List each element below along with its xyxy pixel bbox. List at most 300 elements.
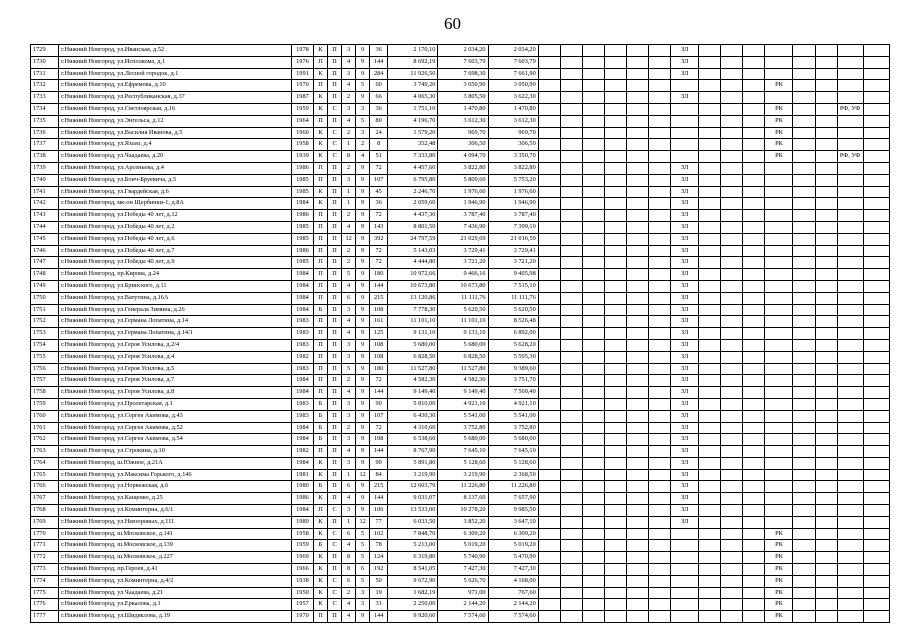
empty-cell — [815, 446, 837, 458]
empty-cell — [649, 540, 671, 552]
wall-material-cell: Б — [313, 410, 327, 422]
empty-cell — [582, 56, 604, 68]
apartments-cell: 215 — [370, 481, 388, 493]
row-number: 1775 — [31, 587, 59, 599]
org-cell: ЗЛ — [671, 92, 699, 104]
repair-code-cell — [765, 493, 793, 505]
empty-cell — [699, 139, 721, 151]
living-area-cell: 1 946,90 — [438, 198, 488, 210]
table-row — [31, 552, 890, 564]
empty-cell — [699, 446, 721, 458]
org-cell: ЗЛ — [671, 469, 699, 481]
residential-area-cell: 2 034,20 — [488, 45, 538, 57]
year-cell: 1985 — [291, 174, 313, 186]
address-cell: г.Нижний Новгород, ш.Московское, д.141 — [59, 528, 292, 540]
page-number: 60 — [444, 14, 461, 33]
empty-cell — [793, 575, 815, 587]
residential-area-cell: 5 680,00 — [488, 434, 538, 446]
empty-cell — [626, 599, 648, 611]
empty-cell — [604, 56, 626, 68]
empty-cell — [626, 575, 648, 587]
empty-cell — [538, 481, 560, 493]
fund-code-cell — [837, 375, 863, 387]
org-cell — [671, 139, 699, 151]
empty-cell — [582, 457, 604, 469]
table-row — [31, 45, 890, 57]
year-cell: 1984 — [291, 304, 313, 316]
empty-cell — [793, 587, 815, 599]
empty-cell — [582, 387, 604, 399]
address-cell: г.Нижний Новгород, ул.Невзоровых, д.111 — [59, 516, 292, 528]
empty-cell — [815, 575, 837, 587]
address-cell: г.Нижний Новгород, пр.Героев, д.41 — [59, 564, 292, 576]
empty-cell — [582, 304, 604, 316]
empty-cell — [721, 68, 743, 80]
floors-cell: 9 — [356, 221, 370, 233]
empty-cell — [699, 552, 721, 564]
empty-cell — [538, 587, 560, 599]
address-cell: г.Нижний Новгород, ул.Коминтерна, д.4/2 — [59, 575, 292, 587]
empty-cell — [560, 469, 582, 481]
roof-type-cell: П — [328, 457, 342, 469]
wall-material-cell: П — [313, 115, 327, 127]
floors-cell: 9 — [356, 257, 370, 269]
empty-cell — [721, 45, 743, 57]
table-row — [31, 162, 890, 174]
empty-cell — [793, 457, 815, 469]
fund-code-cell — [837, 505, 863, 517]
empty-cell — [793, 446, 815, 458]
org-cell: ЗЛ — [671, 398, 699, 410]
apartments-cell: 125 — [370, 328, 388, 340]
roof-type-cell: С — [328, 575, 342, 587]
row-number: 1755 — [31, 351, 59, 363]
entrances-cell: 4 — [342, 56, 356, 68]
wall-material-cell: П — [313, 210, 327, 222]
apartments-cell: 161 — [370, 316, 388, 328]
residential-area-cell: 5 595,30 — [488, 351, 538, 363]
empty-cell — [699, 56, 721, 68]
empty-cell — [649, 80, 671, 92]
table-row — [31, 280, 890, 292]
year-cell: 1985 — [291, 257, 313, 269]
fund-code-cell: РФ, УФ — [837, 103, 863, 115]
address-cell: г.Нижний Новгород, ул.Победы 40 лет, д.6 — [59, 233, 292, 245]
wall-material-cell: К — [313, 127, 327, 139]
empty-cell — [626, 127, 648, 139]
residential-area-cell: 5 628,20 — [488, 339, 538, 351]
empty-cell — [699, 162, 721, 174]
empty-cell — [649, 599, 671, 611]
empty-cell — [699, 363, 721, 375]
living-area-cell: 5 620,50 — [438, 304, 488, 316]
empty-cell — [538, 280, 560, 292]
empty-cell — [626, 398, 648, 410]
year-cell: 1939 — [291, 151, 313, 163]
empty-cell — [863, 80, 889, 92]
row-number: 1736 — [31, 127, 59, 139]
empty-cell — [721, 127, 743, 139]
apartments-cell: 36 — [370, 45, 388, 57]
empty-cell — [560, 422, 582, 434]
residential-area-cell: 3 622,30 — [488, 92, 538, 104]
total-area-cell: 1 579,20 — [388, 127, 438, 139]
empty-cell — [649, 174, 671, 186]
address-cell: г.Нижний Новгород, ул.Исполкома, д.1 — [59, 56, 292, 68]
floors-cell: 4 — [356, 151, 370, 163]
empty-cell — [604, 398, 626, 410]
total-area-cell: 5 891,80 — [388, 457, 438, 469]
apartments-cell: 72 — [370, 422, 388, 434]
apartments-cell: 107 — [370, 410, 388, 422]
table-row — [31, 457, 890, 469]
empty-cell — [560, 481, 582, 493]
apartments-cell: 124 — [370, 552, 388, 564]
housing-register-table — [30, 44, 890, 623]
empty-cell — [793, 493, 815, 505]
residential-area-cell: 7 399,10 — [488, 221, 538, 233]
empty-cell — [743, 611, 765, 623]
empty-cell — [649, 316, 671, 328]
year-cell: 1985 — [291, 186, 313, 198]
empty-cell — [815, 292, 837, 304]
empty-cell — [699, 564, 721, 576]
repair-code-cell — [765, 68, 793, 80]
empty-cell — [560, 292, 582, 304]
empty-cell — [626, 446, 648, 458]
repair-code-cell — [765, 481, 793, 493]
empty-cell — [626, 280, 648, 292]
address-cell: г.Нижний Новгород, ул.Героя Усилова, д.7 — [59, 375, 292, 387]
empty-cell — [793, 174, 815, 186]
repair-code-cell — [765, 221, 793, 233]
floors-cell: 9 — [356, 493, 370, 505]
empty-cell — [793, 210, 815, 222]
year-cell: 1964 — [291, 115, 313, 127]
row-number: 1760 — [31, 410, 59, 422]
empty-cell — [721, 221, 743, 233]
wall-material-cell: Б — [313, 540, 327, 552]
residential-area-cell: 2 144,20 — [488, 599, 538, 611]
fund-code-cell — [837, 210, 863, 222]
wall-material-cell: Б — [313, 398, 327, 410]
table-row — [31, 56, 890, 68]
empty-cell — [721, 575, 743, 587]
empty-cell — [604, 233, 626, 245]
empty-cell — [560, 45, 582, 57]
empty-cell — [626, 45, 648, 57]
row-number: 1772 — [31, 552, 59, 564]
year-cell: 1983 — [291, 363, 313, 375]
roof-type-cell: С — [328, 151, 342, 163]
empty-cell — [815, 505, 837, 517]
empty-cell — [626, 516, 648, 528]
fund-code-cell — [837, 257, 863, 269]
empty-cell — [582, 186, 604, 198]
empty-cell — [604, 280, 626, 292]
year-cell: 1980 — [291, 481, 313, 493]
empty-cell — [793, 186, 815, 198]
entrances-cell: 4 — [342, 446, 356, 458]
empty-cell — [815, 516, 837, 528]
total-area-cell: 6 033,50 — [388, 516, 438, 528]
org-cell — [671, 540, 699, 552]
wall-material-cell: П — [313, 505, 327, 517]
row-number: 1777 — [31, 611, 59, 623]
address-cell: г.Нижний Новгород, ул.Яхьяз, д.4 — [59, 139, 292, 151]
empty-cell — [699, 575, 721, 587]
roof-type-cell: П — [328, 292, 342, 304]
empty-cell — [793, 552, 815, 564]
floors-cell: 9 — [356, 316, 370, 328]
empty-cell — [604, 257, 626, 269]
empty-cell — [582, 316, 604, 328]
empty-cell — [815, 92, 837, 104]
org-cell: ЗЛ — [671, 446, 699, 458]
roof-type-cell: С — [328, 599, 342, 611]
empty-cell — [793, 233, 815, 245]
empty-cell — [582, 257, 604, 269]
empty-cell — [582, 434, 604, 446]
empty-cell — [604, 186, 626, 198]
empty-cell — [743, 516, 765, 528]
empty-cell — [538, 221, 560, 233]
empty-cell — [560, 103, 582, 115]
residential-area-cell: 3 612,30 — [488, 115, 538, 127]
year-cell: 1970 — [291, 80, 313, 92]
empty-cell — [863, 516, 889, 528]
table-row — [31, 151, 890, 163]
empty-cell — [815, 528, 837, 540]
total-area-cell: 4 444,80 — [388, 257, 438, 269]
fund-code-cell — [837, 339, 863, 351]
entrances-cell: 2 — [342, 422, 356, 434]
residential-area-cell: 7 603,79 — [488, 56, 538, 68]
address-cell: г.Нижний Новгород, ул.Василия Иванова, д.5 — [59, 127, 292, 139]
empty-cell — [649, 221, 671, 233]
empty-cell — [815, 398, 837, 410]
roof-type-cell: П — [328, 410, 342, 422]
floors-cell: 9 — [356, 210, 370, 222]
empty-cell — [538, 505, 560, 517]
empty-cell — [560, 540, 582, 552]
empty-cell — [699, 410, 721, 422]
fund-code-cell — [837, 127, 863, 139]
empty-cell — [582, 339, 604, 351]
empty-cell — [721, 233, 743, 245]
entrances-cell: 3 — [342, 45, 356, 57]
living-area-cell: 7 574,60 — [438, 611, 488, 623]
living-area-cell: 1 976,60 — [438, 186, 488, 198]
org-cell: ЗЛ — [671, 457, 699, 469]
empty-cell — [626, 410, 648, 422]
empty-cell — [649, 516, 671, 528]
row-number: 1749 — [31, 280, 59, 292]
fund-code-cell — [837, 446, 863, 458]
empty-cell — [793, 564, 815, 576]
empty-cell — [721, 410, 743, 422]
apartments-cell: 45 — [370, 186, 388, 198]
roof-type-cell: П — [328, 221, 342, 233]
empty-cell — [863, 457, 889, 469]
empty-cell — [699, 245, 721, 257]
repair-code-cell — [765, 516, 793, 528]
wall-material-cell: К — [313, 92, 327, 104]
repair-code-cell: РК — [765, 127, 793, 139]
year-cell: 1959 — [291, 540, 313, 552]
roof-type-cell: С — [328, 540, 342, 552]
table-row — [31, 351, 890, 363]
floors-cell: 9 — [356, 162, 370, 174]
empty-cell — [863, 387, 889, 399]
empty-cell — [649, 469, 671, 481]
fund-code-cell — [837, 457, 863, 469]
wall-material-cell: Б — [313, 481, 327, 493]
empty-cell — [649, 115, 671, 127]
table-row — [31, 316, 890, 328]
table-body — [31, 45, 890, 623]
empty-cell — [863, 292, 889, 304]
living-area-cell: 9 131,10 — [438, 328, 488, 340]
empty-cell — [560, 387, 582, 399]
empty-cell — [538, 56, 560, 68]
apartments-cell: 215 — [370, 292, 388, 304]
empty-cell — [626, 422, 648, 434]
fund-code-cell — [837, 575, 863, 587]
apartments-cell: 284 — [370, 68, 388, 80]
apartments-cell: 180 — [370, 269, 388, 281]
empty-cell — [743, 599, 765, 611]
address-cell: г.Нижний Новгород, ул.Пролетарская, д.1 — [59, 398, 292, 410]
empty-cell — [626, 587, 648, 599]
table-row — [31, 516, 890, 528]
empty-cell — [626, 540, 648, 552]
empty-cell — [626, 351, 648, 363]
repair-code-cell — [765, 328, 793, 340]
empty-cell — [560, 257, 582, 269]
empty-cell — [582, 80, 604, 92]
residential-area-cell: 2 368,50 — [488, 469, 538, 481]
empty-cell — [743, 587, 765, 599]
empty-cell — [721, 434, 743, 446]
empty-cell — [582, 422, 604, 434]
total-area-cell: 10 972,66 — [388, 269, 438, 281]
table-row — [31, 115, 890, 127]
empty-cell — [626, 115, 648, 127]
empty-cell — [815, 410, 837, 422]
living-area-cell: 10 278,20 — [438, 505, 488, 517]
empty-cell — [626, 316, 648, 328]
apartments-cell: 90 — [370, 398, 388, 410]
empty-cell — [815, 316, 837, 328]
entrances-cell: 4 — [342, 115, 356, 127]
empty-cell — [649, 68, 671, 80]
fund-code-cell — [837, 139, 863, 151]
entrances-cell: 2 — [342, 92, 356, 104]
row-number: 1730 — [31, 56, 59, 68]
total-area-cell: 7 848,70 — [388, 528, 438, 540]
empty-cell — [699, 587, 721, 599]
empty-cell — [815, 339, 837, 351]
empty-cell — [793, 269, 815, 281]
empty-cell — [649, 45, 671, 57]
roof-type-cell: П — [328, 80, 342, 92]
residential-area-cell: 3 752,80 — [488, 422, 538, 434]
empty-cell — [538, 151, 560, 163]
empty-cell — [863, 552, 889, 564]
residential-area-cell: 3 822,80 — [488, 162, 538, 174]
empty-cell — [699, 481, 721, 493]
empty-cell — [699, 516, 721, 528]
roof-type-cell: П — [328, 245, 342, 257]
fund-code-cell — [837, 304, 863, 316]
living-area-cell: 6 309,20 — [438, 528, 488, 540]
row-number: 1733 — [31, 92, 59, 104]
floors-cell: 5 — [356, 115, 370, 127]
residential-area-cell: 5 128,60 — [488, 457, 538, 469]
row-number: 1729 — [31, 45, 59, 57]
address-cell: г.Нижний Новгород, ул.Ефремова, д.10 — [59, 80, 292, 92]
floors-cell: 9 — [356, 351, 370, 363]
entrances-cell: 4 — [342, 80, 356, 92]
table-row — [31, 103, 890, 115]
entrances-cell: 4 — [342, 599, 356, 611]
empty-cell — [560, 410, 582, 422]
empty-cell — [793, 151, 815, 163]
residential-area-cell: 9 389,60 — [488, 363, 538, 375]
table-row — [31, 505, 890, 517]
apartments-cell: 31 — [370, 599, 388, 611]
row-number: 1766 — [31, 481, 59, 493]
empty-cell — [793, 387, 815, 399]
total-area-cell: 9 920,60 — [388, 611, 438, 623]
total-area-cell: 7 333,80 — [388, 151, 438, 163]
empty-cell — [582, 151, 604, 163]
year-cell: 1983 — [291, 398, 313, 410]
living-area-cell: 7 645,10 — [438, 446, 488, 458]
total-area-cell: 13 533,00 — [388, 505, 438, 517]
repair-code-cell — [765, 363, 793, 375]
entrances-cell: 2 — [342, 127, 356, 139]
living-area-cell: 2 034,20 — [438, 45, 488, 57]
fund-code-cell — [837, 599, 863, 611]
entrances-cell: 4 — [342, 328, 356, 340]
empty-cell — [582, 540, 604, 552]
empty-cell — [793, 56, 815, 68]
empty-cell — [863, 304, 889, 316]
floors-cell: 2 — [356, 139, 370, 151]
wall-material-cell: П — [313, 328, 327, 340]
empty-cell — [560, 80, 582, 92]
floors-cell: 9 — [356, 45, 370, 57]
total-area-cell: 2 250,00 — [388, 599, 438, 611]
empty-cell — [626, 245, 648, 257]
row-number: 1754 — [31, 339, 59, 351]
empty-cell — [743, 540, 765, 552]
table-row — [31, 92, 890, 104]
empty-cell — [863, 363, 889, 375]
fund-code-cell — [837, 45, 863, 57]
address-cell: г.Нижний Новгород, ул.Бонч-Бруевича, д.5 — [59, 174, 292, 186]
empty-cell — [699, 540, 721, 552]
floors-cell: 9 — [356, 186, 370, 198]
wall-material-cell: Б — [313, 422, 327, 434]
empty-cell — [626, 434, 648, 446]
empty-cell — [582, 587, 604, 599]
living-area-cell: 5 019,20 — [438, 540, 488, 552]
empty-cell — [793, 304, 815, 316]
empty-cell — [721, 115, 743, 127]
